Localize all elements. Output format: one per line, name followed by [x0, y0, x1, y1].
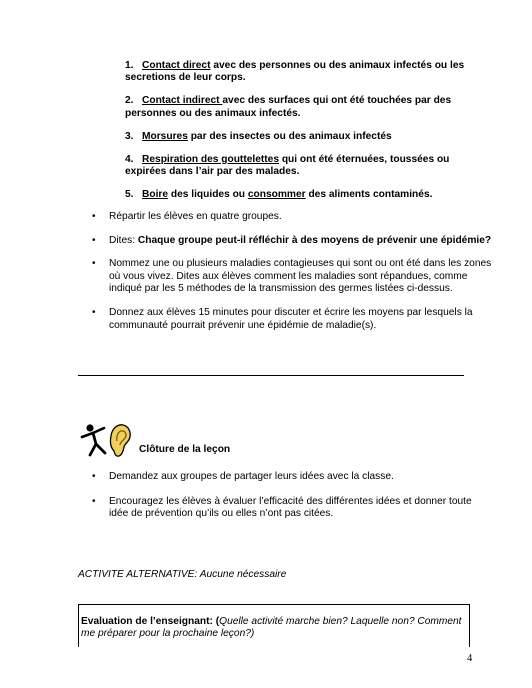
bullet-text: Encouragez les élèves à évaluer l’efficacité des différentes idées et donner toute idée de prévention qu’ils ou elles n’ont pas citées. [109, 495, 472, 520]
list-item [125, 95, 487, 120]
item-text: avec des personnes ou des animaux infectés ou les secretions de leur corps. [125, 60, 465, 84]
bullet-icon: • [92, 211, 96, 222]
bullet-icon: • [92, 306, 96, 318]
ear-icon [110, 425, 130, 456]
item-number: 5. [125, 188, 134, 200]
item-term: Boire [142, 188, 169, 200]
bullet-icon: • [92, 234, 96, 246]
item-term: Morsures [142, 130, 188, 142]
list-item [92, 258, 492, 296]
bullet-text: Chaque groupe peut-il réfléchir à des moyens de prévenir une épidémie? [137, 234, 492, 246]
alternative-activity: ACTIVITE ALTERNATIVE: Aucune nécessaire [78, 569, 287, 580]
list-item [125, 60, 487, 85]
item-text: des liquides ou [168, 188, 248, 200]
item-term: Contact indirect [142, 95, 223, 107]
list-item [92, 235, 492, 248]
item-text: qui ont été éternuées, toussées ou expirées dans l’air par des malades. [125, 153, 450, 177]
list-item [92, 496, 492, 521]
closure-icons [80, 421, 132, 459]
page-number: 4 [467, 653, 473, 664]
list-item [125, 189, 487, 201]
item-text: par des insectes ou des animaux infectés [187, 130, 392, 142]
bullet-icon: • [92, 495, 96, 507]
item-text: des aliments contaminés. [305, 188, 433, 200]
bullet-text: Nommez une ou plusieurs maladies contagieuses qui sont ou ont été dans les zones où vous vivez. Dites aux élèves comment les maladies sont répandues, comme indiqué par les 5 méthodes de la transmission des germes listées ci-dessus. [109, 258, 492, 295]
person-stretching-icon [82, 424, 105, 455]
bullet-text: Donnez aux élèves 15 minutes pour discuter et écrire les moyens par lesquels la communauté pourrait prévenir une épidémie de maladie(s). [109, 306, 473, 331]
bullet-lead: Dites: [109, 234, 138, 246]
bullet-text: Répartir les élèves en quatre groupes. [109, 211, 282, 222]
item-term: consommer [247, 188, 306, 200]
item-text: avec des surfaces qui ont été touchées par des personnes ou des animaux infectés. [125, 95, 452, 119]
item-number: 4. [125, 153, 134, 165]
evaluation-label: Evaluation de l’enseignant: [81, 616, 213, 627]
evaluation-question: Quelle activité marche bien? Laquelle non? Comment me préparer pour la prochaine leçon? [81, 616, 462, 640]
closure-steps [92, 471, 492, 532]
teacher-evaluation-box [78, 604, 470, 647]
evaluation-paren: ( [212, 616, 220, 627]
item-number: 3. [125, 130, 134, 142]
list-item [92, 211, 492, 224]
list-item [92, 307, 492, 332]
bullet-icon: • [92, 258, 96, 270]
list-item [92, 471, 492, 484]
bullet-text: Demandez aux groupes de partager leurs idées avec la classe. [109, 471, 394, 482]
bullet-icon: • [92, 471, 96, 482]
list-item [125, 154, 487, 179]
evaluation-paren: ) [250, 628, 255, 640]
item-term: Respiration des gouttelettes [142, 153, 279, 165]
closure-title: Clôture de la leçon [139, 444, 231, 455]
activity-steps [92, 211, 492, 343]
transmission-methods-list [125, 60, 487, 212]
closure-heading [80, 421, 280, 461]
item-number: 1. [125, 60, 134, 71]
teacher-evaluation-text [81, 616, 467, 641]
list-item [125, 131, 487, 143]
item-number: 2. [125, 95, 134, 107]
item-term: Contact direct [142, 60, 211, 71]
section-divider [78, 375, 464, 376]
